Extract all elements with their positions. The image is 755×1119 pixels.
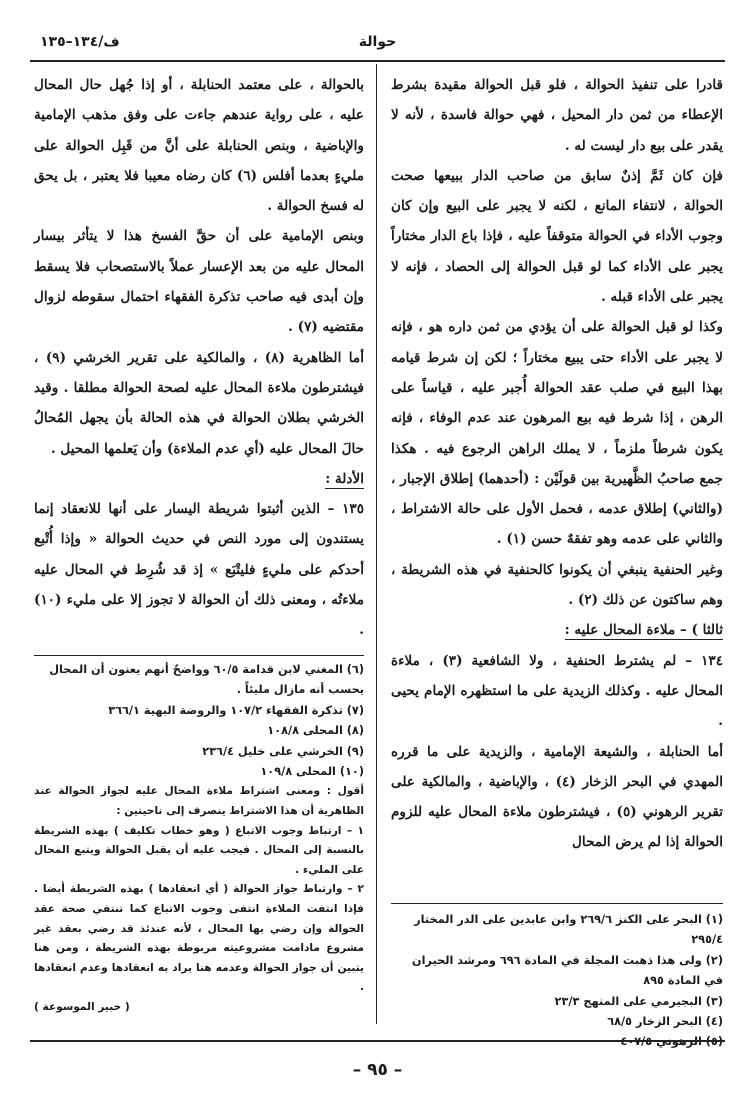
paragraph: أما الظاهرية (٨) ، والمالكية على تقرير الخرشي (٩) ، فيشترطون ملاءة المحال عليه لصحة الحوالة مطلقا . وقيد الخرشي بطلان الحوالة في هذه الحالة بأن يجهل المُحالُ حالَ المحال عليه (أي عدم الملاءة) وأن يَعلمها المحيل . [34,349,364,457]
section-heading-text: الأدلة : [325,470,364,487]
paragraph: وغير الحنفية ينبغي أن يكونوا كالحنفية في هذه الشريطة ، وهم ساكتون عن ذلك (٢) . [391,561,723,609]
note-signature: ( خبير الموسوعة ) [34,1000,130,1013]
left-column [34,70,364,646]
footnote: (٤) البحر الزخار ٦٨/٥ [607,1015,723,1029]
paragraph: فإن كان ثَمَّ إذنٌ سابق من صاحب الدار ببيعها صحت الحوالة ، لانتفاء المانع ، لكنه لا يجبر على البيع وإن كان وجوب الأداء في الحوالة متوقفاً عليه ، فإذا باع الدار مختاراً يجبر على الأداء كما لو قبل الحوالة إلى الحصاد ، فإنه لا يجبر على الأداء قبله . [391,167,723,306]
running-title: حوالة [358,34,397,50]
note-paragraph: ١ – ارتباط وجوب الاتباع ( وهو خطاب تكليف ) بهذه الشريطة بالنسبة إلى المحال . فيجب عليه أن يقبل الحوالة ويتبع المحال على المليء . [34,824,364,876]
paragraph: أما الحنابلة ، والشيعة الإمامية ، والزيدية على ما قرره المهدي في البحر الزخار (٤) ، والإباضية ، والمالكية على تقرير الرهوني (٥) ، فيشترطون ملاءة المحال عليه للزوم الحوالة إذا لم يرض المحال [391,743,723,851]
header-rule [30,60,725,62]
footnote: (٨) المحلى ١٠٨/٨ [267,724,364,738]
page-number: – ٩٥ – [352,1060,403,1080]
section-reference: ف/١٣٤–١٣٥ [40,34,120,50]
footnote: (٧) تذكرة الفقهاء ١٠٧/٢ والروضة البهية ٣٦٦/١ [108,703,364,717]
footnote: (١) البحر على الكنز ٢٦٩/٦ وابن عابدين على الدر المختار ٢٩٥/٤ [414,913,723,947]
footnote: (٢) ولى هذا ذهبت المجلة في المادة ٦٩٦ ومرشد الحيران في المادة ٨٩٥ [411,953,723,988]
paragraph: وبنص الإمامية على أن حقَّ الفسخ هذا لا يتأثر بيسار المحال عليه من بعد الإعسار عملاً بالاستصحاب فلا يسقط وإن أبدى فيه صاحب تذكرة الفقهاء احتمال سقوطه لزوال مقتضيه (٧) . [34,228,364,336]
left-footnotes [34,655,364,1018]
note-paragraph: أقول : ومعنى اشتراط ملاءة المحال عليه لجواز الحوالة عند الظاهرية أن هذا الاشتراط ينصرف إلى ناحيتين : [34,785,364,818]
editor-note [34,782,364,1017]
right-footnotes [391,903,723,1053]
footnote: (٥) الرهوني ٤٠٧/٥ [620,1035,723,1049]
section-heading [34,464,364,494]
column-divider [376,64,377,1024]
paragraph: وكذا لو قبل الحوالة على أن يؤدي من ثمن داره هو ، فإنه لا يجبر على الأداء حتى يبيع مختاراً ؛ لكن إن شرط قيامه بهذا البيع في صلب عقد الحوالة أُجبر عليه ، قياساً على الرهن ، إذا شرط فيه بيع المرهون عند عدم الوفاء ، فإنه يكون شرطاً ملزماً ، لا يملك الراهن الرجوع فيه . هكذا جمع صاحبُ الظَّهيرية بين قولَيْن : (أحدهما) إطلاق الإجبار ، (والثاني) إطلاق عدمه ، فحمل الأول على حالة الاشتراط ، والثاني على عدمه وهو تفقهٌ حسن (١) . [391,319,723,548]
paragraph: قادرا على تنفيذ الحوالة ، فلو قبل الحوالة مقيدة بشرط الإعطاء من ثمن دار المحيل ، فهي حوالة فاسدة ، لأنه لا يقدر على بيع دار ليست له . [391,77,723,154]
section-heading [391,615,723,645]
paragraph: بالحوالة ، على معتمد الحنابلة ، أو إذا جُهل حال المحال عليه ، على رواية عندهم جاءت على وفق مذهب الإمامية والإباضية ، وبنص الحنابلة على أنَّ من قَبِل الحوالة على مليءٍ بعدما أفلس (٦) كان رضاه معيبا فلا يعتبر ، بل يحق له فسخ الحوالة . [34,77,364,215]
footnote: (٩) الخرشي على خليل ٢٣٦/٤ [202,744,364,758]
paragraph: ١٣٥ – الذين أثبتوا شريطة اليسار على أنها للانعقاد إنما يستندون إلى مورد النص في حديث الحوالة « وإذا أُتْبع أحدكم على مليءٍ فليتْبَع » إذ قد شُرِط في المحال عليه ملاءتُه ، ومعنى ذلك أن الحوالة لا تجوز إلا على مليء (١٠) . [34,501,364,639]
paragraph: ١٣٤ – لم يشترط الحنفية ، ولا الشافعية (٣) ، ملاءة المحال عليه . وكذلك الزيدية على ما استظهره الإمام يحيى . [391,652,723,730]
footer-rule [30,1040,725,1042]
page-header [30,32,725,56]
right-column [391,70,723,858]
note-paragraph: ٢ – وارتباط جواز الحوالة ( أي انعقادها ) بهذه الشريطة أيضا . فإذا انتفت الملاءة انتفى وجوب الاتباع كما تنتفي صحة عقد الحوالة وإن رضي بها المحال ، لأنه عندئذ قد رضي بعقد غير مشروع مادامت مشروعيته مربوطة بهذه الشريطة ، ومن هنا يتبين أن جواز الحوالة وعدمه هنا يراد به انعقادها وعدم انعقادها . [34,883,364,994]
footnote: (٦) المغني لابن قدامة ٦٠/٥ وواضحٌ أنهم يعنون أن المحال يحسب أنه مازال مليئاً . [49,663,364,697]
footnote: (١٠) المحلى ١٠٩/٨ [260,765,364,779]
footnote: (٣) البجيرمي على المنهج ٢٣/٣ [554,994,723,1008]
section-heading-text: ثالثا ) – ملاءة المحال عليه : [564,622,723,639]
